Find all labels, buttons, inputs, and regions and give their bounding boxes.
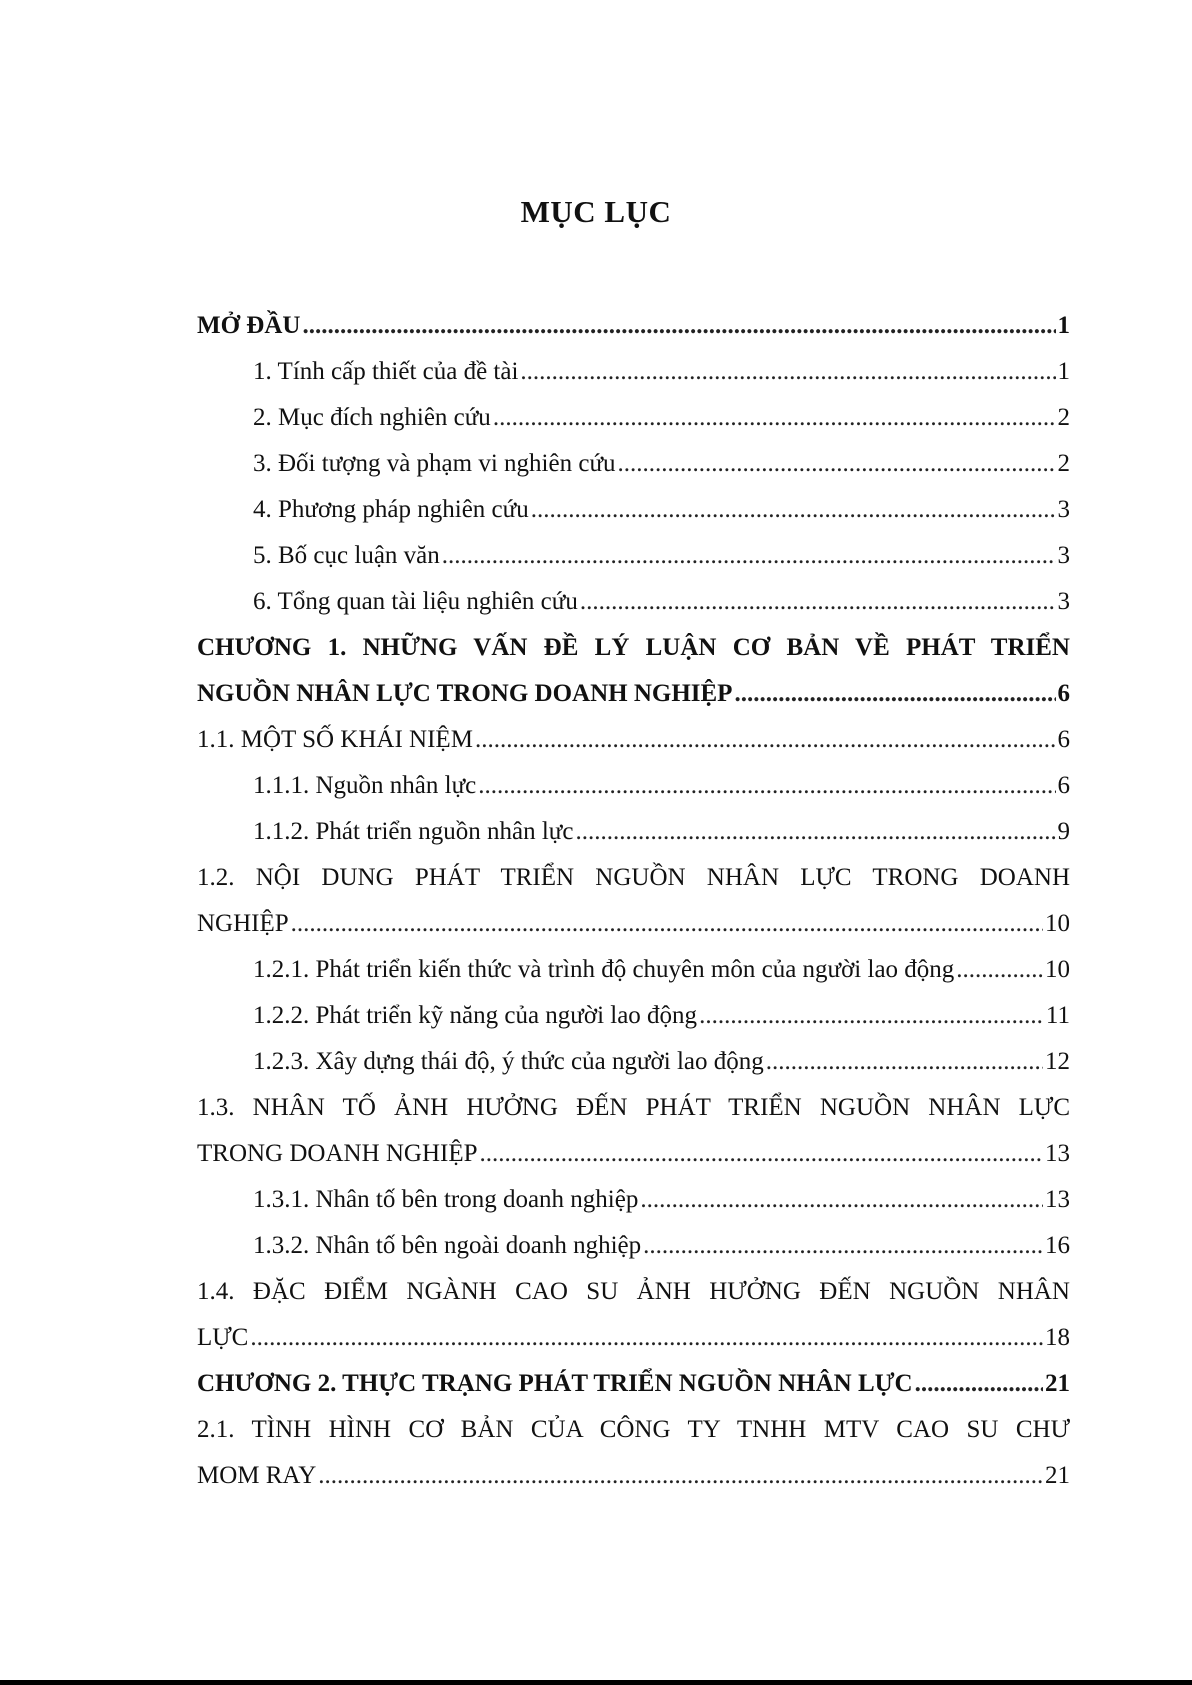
toc-entry-page: 16 bbox=[1045, 1232, 1070, 1259]
toc-entry-page: 10 bbox=[1045, 956, 1070, 983]
toc-entry-page: 1 bbox=[1057, 358, 1070, 385]
toc-entry[interactable] bbox=[197, 717, 1070, 763]
toc-entry-page: 12 bbox=[1045, 1048, 1070, 1075]
toc-entry[interactable] bbox=[197, 487, 1070, 533]
toc-leader bbox=[580, 579, 1056, 625]
toc-entry-line1[interactable]: 1.4. ĐẶC ĐIỂM NGÀNH CAO SU ẢNH HƯỞNG ĐẾN NGUỒN NHÂN bbox=[197, 1278, 1070, 1305]
toc-entry[interactable] bbox=[197, 579, 1070, 625]
toc-entry[interactable] bbox=[197, 395, 1070, 441]
toc-leader bbox=[531, 487, 1056, 533]
toc-leader bbox=[915, 1361, 1043, 1407]
toc-leader bbox=[475, 717, 1056, 763]
toc-leader bbox=[520, 349, 1055, 395]
toc-leader bbox=[734, 671, 1055, 717]
toc-entry-page: 21 bbox=[1045, 1462, 1070, 1489]
table-of-contents bbox=[197, 303, 1070, 1499]
toc-entry[interactable] bbox=[197, 1177, 1070, 1223]
toc-leader bbox=[618, 441, 1056, 487]
toc-entry-title: 1.1. MỘT SỐ KHÁI NIỆM bbox=[197, 726, 473, 753]
toc-entry-page: 21 bbox=[1045, 1370, 1070, 1397]
toc-entry-title: NGUỒN NHÂN LỰC TRONG DOANH NGHIỆP bbox=[197, 680, 733, 707]
toc-leader bbox=[575, 809, 1055, 855]
toc-entry[interactable] bbox=[197, 1361, 1070, 1407]
toc-entry-page: 6 bbox=[1057, 680, 1070, 707]
toc-entry[interactable] bbox=[197, 901, 1070, 947]
toc-entry[interactable] bbox=[197, 1039, 1070, 1085]
toc-entry-line1[interactable]: 1.2. NỘI DUNG PHÁT TRIỂN NGUỒN NHÂN LỰC TRONG DOANH bbox=[197, 864, 1070, 891]
toc-entry-page: 6 bbox=[1057, 772, 1070, 799]
toc-entry-page: 9 bbox=[1057, 818, 1070, 845]
toc-leader bbox=[442, 533, 1056, 579]
toc-leader bbox=[318, 1453, 1043, 1499]
toc-entry-title: 1. Tính cấp thiết của đề tài bbox=[253, 358, 519, 385]
toc-entry-title: 1.2.1. Phát triển kiến thức và trình độ chuyên môn của người lao động bbox=[253, 956, 955, 983]
toc-entry-line1[interactable]: 1.3. NHÂN TỐ ẢNH HƯỞNG ĐẾN PHÁT TRIỂN NGUỒN NHÂN LỰC bbox=[197, 1094, 1070, 1121]
toc-entry-title: 2. Mục đích nghiên cứu bbox=[253, 404, 491, 431]
toc-entry-title: MOM RAY bbox=[197, 1462, 317, 1489]
toc-leader bbox=[643, 1223, 1043, 1269]
page-title: MỤC LỤC bbox=[520, 194, 672, 229]
toc-entry-page: 11 bbox=[1045, 1002, 1070, 1029]
toc-entry-page: 13 bbox=[1045, 1186, 1070, 1213]
toc-entry-title: 3. Đối tượng và phạm vi nghiên cứu bbox=[253, 450, 616, 477]
toc-entry-title: MỞ ĐẦU bbox=[197, 312, 301, 339]
toc-entry-title: 1.2.2. Phát triển kỹ năng của người lao động bbox=[253, 1002, 698, 1029]
scan-bottom-edge bbox=[0, 1680, 1192, 1685]
toc-entry-page: 13 bbox=[1045, 1140, 1070, 1167]
toc-leader bbox=[493, 395, 1056, 441]
toc-entry-title: 1.3.2. Nhân tố bên ngoài doanh nghiệp bbox=[253, 1232, 642, 1259]
toc-leader bbox=[766, 1039, 1043, 1085]
toc-entry-page: 18 bbox=[1045, 1324, 1070, 1351]
toc-leader bbox=[640, 1177, 1043, 1223]
toc-entry-title: TRONG DOANH NGHIỆP bbox=[197, 1140, 478, 1167]
toc-entry-line1[interactable]: CHƯƠNG 1. NHỮNG VẤN ĐỀ LÝ LUẬN CƠ BẢN VỀ PHÁT TRIỂN bbox=[197, 634, 1070, 661]
toc-entry[interactable] bbox=[197, 1131, 1070, 1177]
toc-leader bbox=[302, 303, 1055, 349]
toc-entry-title: 1.1.1. Nguồn nhân lực bbox=[253, 772, 477, 799]
toc-entry[interactable] bbox=[197, 763, 1070, 809]
toc-entry-page: 6 bbox=[1057, 726, 1070, 753]
toc-leader bbox=[480, 1131, 1043, 1177]
toc-entry-line1[interactable]: 2.1. TÌNH HÌNH CƠ BẢN CỦA CÔNG TY TNHH MTV CAO SU CHƯ bbox=[197, 1416, 1070, 1443]
toc-entry-title: LỰC bbox=[197, 1324, 249, 1351]
toc-leader bbox=[699, 993, 1044, 1039]
toc-entry-page: 2 bbox=[1057, 404, 1070, 431]
toc-entry[interactable] bbox=[197, 349, 1070, 395]
toc-entry-page: 3 bbox=[1057, 496, 1070, 523]
toc-entry-page: 3 bbox=[1057, 588, 1070, 615]
toc-entry-page: 3 bbox=[1057, 542, 1070, 569]
toc-entry[interactable] bbox=[197, 533, 1070, 579]
toc-entry-page: 10 bbox=[1045, 910, 1070, 937]
toc-entry-title: NGHIỆP bbox=[197, 910, 289, 937]
toc-entry[interactable] bbox=[197, 993, 1070, 1039]
toc-entry[interactable] bbox=[197, 671, 1070, 717]
toc-entry-title: 1.3.1. Nhân tố bên trong doanh nghiệp bbox=[253, 1186, 639, 1213]
toc-entry[interactable] bbox=[197, 1315, 1070, 1361]
toc-entry[interactable] bbox=[197, 441, 1070, 487]
toc-entry[interactable] bbox=[197, 809, 1070, 855]
toc-entry[interactable] bbox=[197, 1453, 1070, 1499]
toc-entry-title: CHƯƠNG 2. THỰC TRẠNG PHÁT TRIỂN NGUỒN NHÂN LỰC bbox=[197, 1370, 913, 1397]
toc-leader bbox=[250, 1315, 1043, 1361]
toc-entry[interactable] bbox=[197, 1223, 1070, 1269]
toc-leader bbox=[478, 763, 1055, 809]
toc-entry-page: 1 bbox=[1057, 312, 1070, 339]
toc-leader bbox=[291, 901, 1043, 947]
toc-entry[interactable] bbox=[197, 947, 1070, 993]
toc-entry-title: 5. Bố cục luận văn bbox=[253, 542, 440, 569]
toc-entry-title: 1.1.2. Phát triển nguồn nhân lực bbox=[253, 818, 574, 845]
toc-entry[interactable] bbox=[197, 303, 1070, 349]
toc-leader bbox=[956, 947, 1043, 993]
toc-entry-title: 4. Phương pháp nghiên cứu bbox=[253, 496, 529, 523]
toc-entry-title: 6. Tổng quan tài liệu nghiên cứu bbox=[253, 588, 578, 615]
toc-entry-title: 1.2.3. Xây dựng thái độ, ý thức của người lao động bbox=[253, 1048, 764, 1075]
toc-entry-page: 2 bbox=[1057, 450, 1070, 477]
